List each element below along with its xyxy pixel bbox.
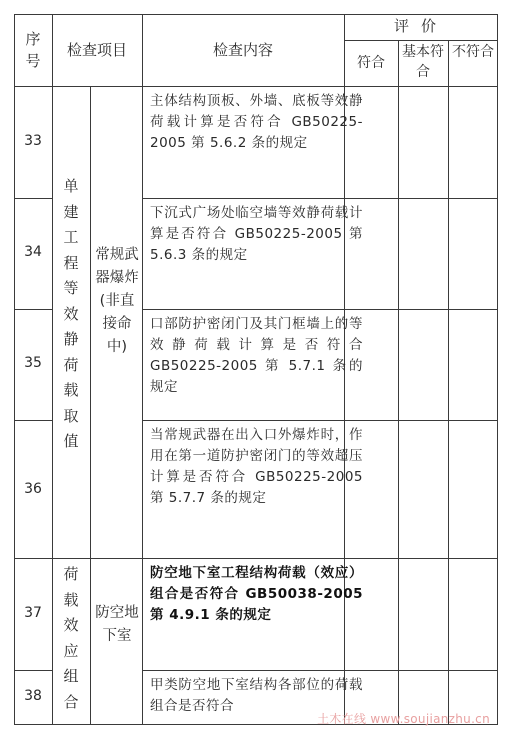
row-number: 36 xyxy=(24,481,42,497)
watermark: 土木在线 www.soujianzhu.cn xyxy=(317,712,490,726)
subgroup-label-conventional-weapon: 常规武器爆炸(非直接命中) xyxy=(95,247,139,355)
rule xyxy=(398,40,399,724)
header-item: 检查项目 xyxy=(66,41,127,59)
rule xyxy=(142,309,498,310)
rule xyxy=(14,670,52,671)
rule xyxy=(90,86,91,724)
rule xyxy=(52,14,53,724)
rule xyxy=(142,14,143,724)
row-content: 主体结构顶板、外墙、底板等效静荷载计算是否符合 GB50225-2005 第 5.6.2 条的规定 xyxy=(150,93,363,151)
rule xyxy=(142,198,498,199)
rule xyxy=(14,198,52,199)
rule xyxy=(14,309,52,310)
row-content: 甲类防空地下室结构各部位的荷载组合是否符合 xyxy=(150,677,363,714)
row-number: 33 xyxy=(24,133,42,149)
group-label-single-building: 单 建 工 程 等 效 静 荷 载 取 值 xyxy=(63,177,79,450)
row-number: 35 xyxy=(24,355,42,371)
row-content: 口部防护密闭门及其门框墙上的等效静荷载计算是否符合 GB50225-2005 第 5.7.1 条的规定 xyxy=(150,316,363,395)
group-label-load-combination: 荷 载 效 应 组 合 xyxy=(63,565,79,711)
rule xyxy=(344,40,498,41)
row-content: 防空地下室工程结构荷载（效应）组合是否符合 GB50038-2005 第 4.9.1 条的规定 xyxy=(150,565,363,623)
rule xyxy=(14,420,52,421)
row-number: 37 xyxy=(24,605,42,621)
rule xyxy=(142,670,498,671)
row-content: 下沉式广场处临空墙等效静荷载计算是否符合 GB50225-2005 第 5.6.3 条的规定 xyxy=(150,205,363,263)
header-basic-conform: 基本符合 xyxy=(402,44,444,80)
subgroup-label-civil-defense-basement: 防空地下室 xyxy=(95,605,139,644)
rule xyxy=(14,86,498,87)
rule xyxy=(142,420,498,421)
rule xyxy=(497,14,498,724)
row-number: 34 xyxy=(24,244,42,260)
header-seq: 序号 xyxy=(25,30,41,70)
row-content: 当常规武器在出入口外爆炸时，作用在第一道防护密闭门的等效超压计算是否符合 GB50225-2005 第 5.7.7 条的规定 xyxy=(150,427,363,506)
rule xyxy=(14,558,498,559)
rule xyxy=(14,14,498,15)
header-conform: 符合 xyxy=(357,55,385,71)
rule xyxy=(448,40,449,724)
header-not-conform: 不符合 xyxy=(452,44,494,60)
header-evaluation: 评价 xyxy=(393,17,448,35)
row-number: 38 xyxy=(24,688,42,704)
header-content: 检查内容 xyxy=(212,41,273,59)
